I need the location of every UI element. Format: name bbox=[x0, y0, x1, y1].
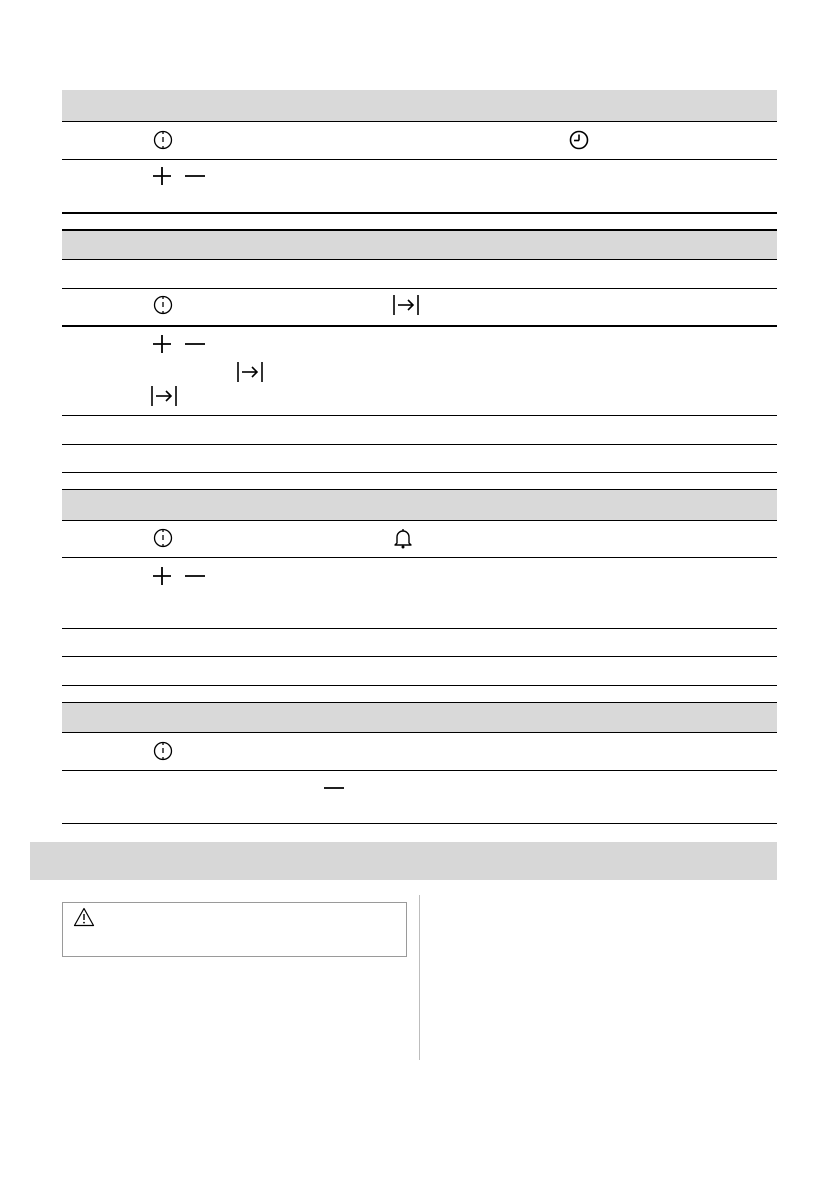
table-rule bbox=[62, 472, 777, 473]
clock-icon bbox=[153, 741, 173, 761]
table-rule bbox=[62, 656, 777, 657]
duration-icon bbox=[236, 361, 264, 383]
plus-icon bbox=[152, 566, 172, 586]
chapter-header-band bbox=[30, 842, 777, 880]
table-rule bbox=[62, 770, 777, 771]
section-header-band bbox=[62, 231, 777, 259]
table-rule bbox=[62, 702, 777, 703]
section-header-band bbox=[62, 90, 777, 121]
clock-icon bbox=[153, 528, 173, 548]
table-rule bbox=[62, 520, 777, 521]
table-rule bbox=[62, 732, 777, 733]
warning-box bbox=[62, 902, 407, 957]
section-header-band bbox=[62, 489, 777, 520]
table-rule bbox=[62, 444, 777, 445]
table-rule bbox=[62, 288, 777, 289]
table-rule bbox=[62, 121, 777, 122]
table-rule bbox=[62, 415, 777, 416]
minus-icon bbox=[184, 166, 206, 186]
plus-icon bbox=[152, 334, 172, 354]
section-header-band bbox=[62, 702, 777, 732]
duration-icon bbox=[392, 294, 420, 316]
minus-icon bbox=[323, 778, 345, 798]
section-end-rule bbox=[62, 212, 777, 214]
clock-icon bbox=[153, 295, 173, 315]
table-rule bbox=[62, 259, 777, 260]
time-of-day-icon bbox=[569, 130, 589, 150]
column-divider bbox=[419, 895, 420, 1060]
bell-icon bbox=[393, 527, 413, 549]
table-rule bbox=[62, 489, 777, 490]
table-rule bbox=[62, 823, 777, 824]
table-rule bbox=[62, 325, 777, 327]
warning-triangle-icon bbox=[73, 907, 95, 927]
table-rule bbox=[62, 685, 777, 686]
table-rule bbox=[62, 557, 777, 558]
clock-icon bbox=[153, 130, 173, 150]
minus-icon bbox=[184, 334, 206, 354]
table-rule bbox=[62, 628, 777, 629]
duration-icon bbox=[150, 385, 178, 407]
plus-icon bbox=[152, 166, 172, 186]
table-rule bbox=[62, 159, 777, 160]
minus-icon bbox=[184, 566, 206, 586]
